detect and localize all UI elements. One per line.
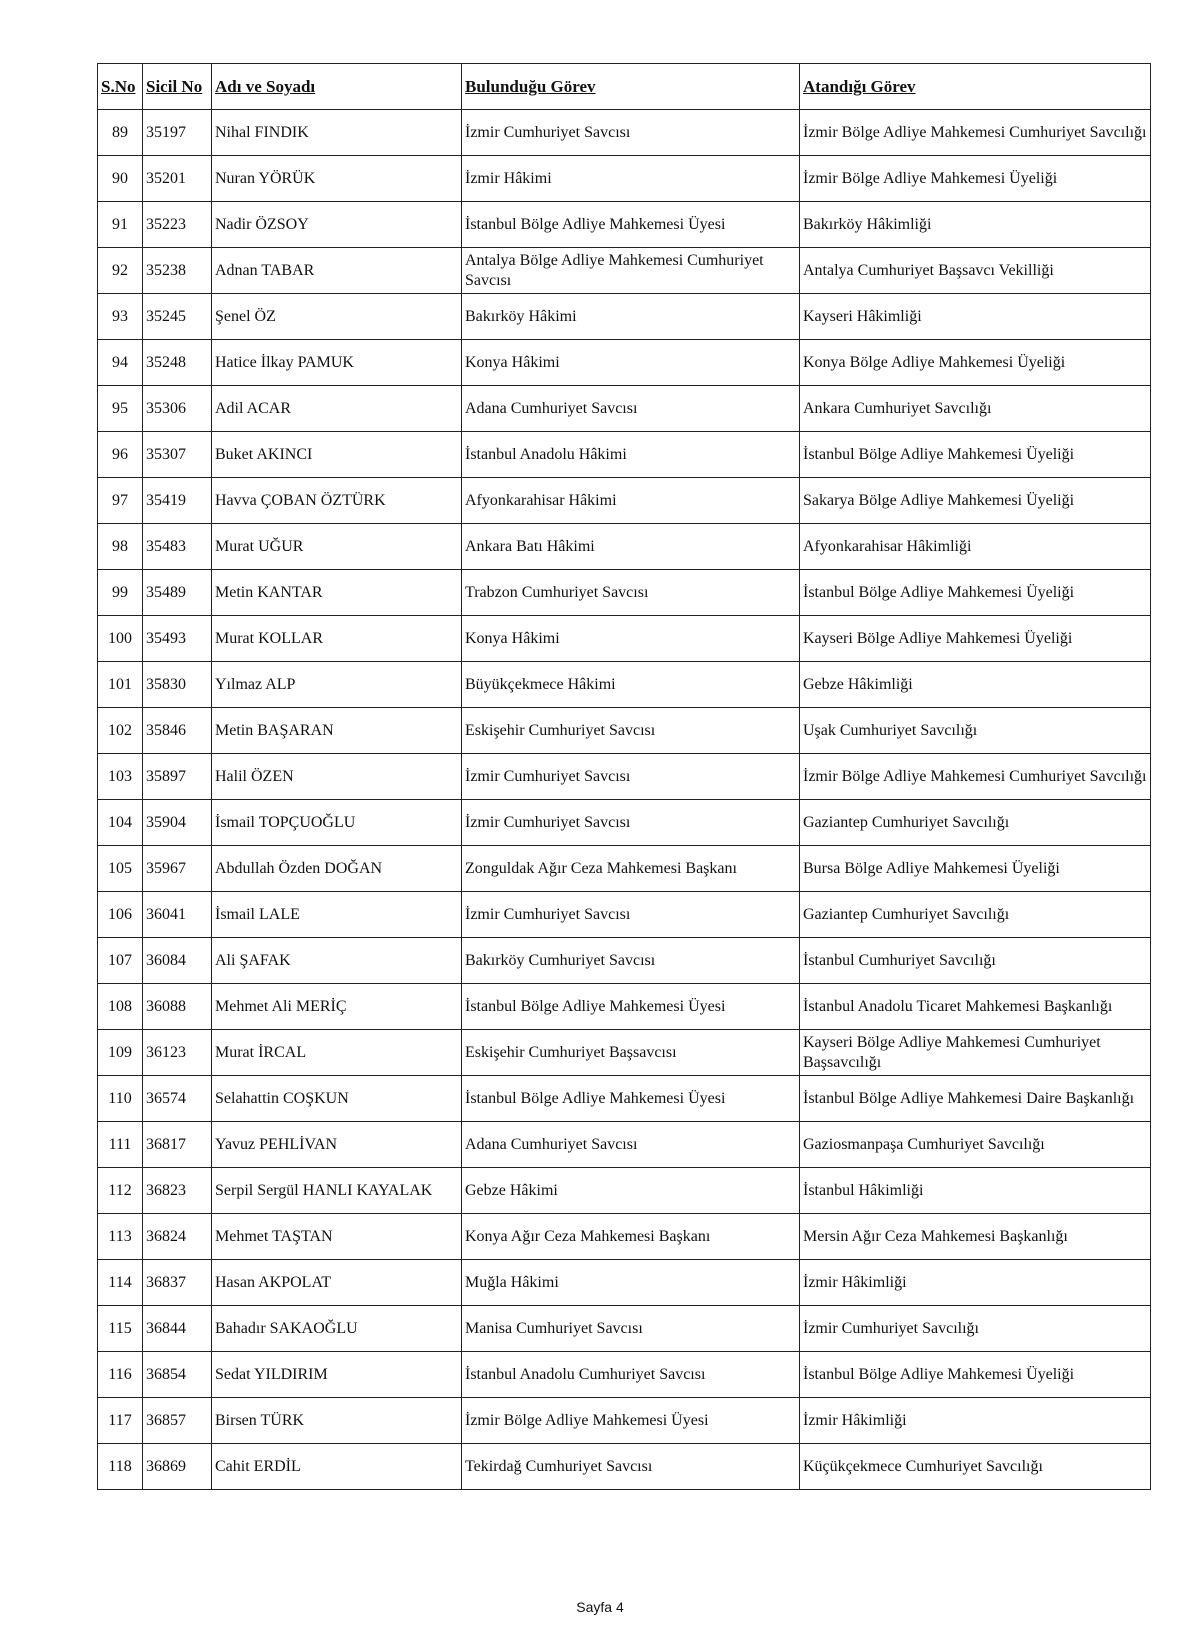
cell-assigned-post: İstanbul Bölge Adliye Mahkemesi Daire Başkanlığı — [800, 1076, 1151, 1122]
table-row — [98, 708, 1151, 754]
cell-current-post: Bakırköy Hâkimi — [462, 294, 800, 340]
cell-sicil-no: 35248 — [143, 340, 212, 386]
cell-sno: 117 — [98, 1398, 143, 1444]
cell-sicil-no: 35223 — [143, 202, 212, 248]
cell-assigned-post: İstanbul Bölge Adliye Mahkemesi Üyeliği — [800, 570, 1151, 616]
cell-sno: 95 — [98, 386, 143, 432]
table-row — [98, 248, 1151, 294]
cell-name: Mehmet Ali MERİÇ — [212, 984, 462, 1030]
cell-sno: 115 — [98, 1306, 143, 1352]
cell-sno: 111 — [98, 1122, 143, 1168]
table-row — [98, 478, 1151, 524]
cell-sicil-no: 36837 — [143, 1260, 212, 1306]
cell-assigned-post: Ankara Cumhuriyet Savcılığı — [800, 386, 1151, 432]
cell-assigned-post: Bakırköy Hâkimliği — [800, 202, 1151, 248]
cell-assigned-post: Kayseri Bölge Adliye Mahkemesi Cumhuriyet Başsavcılığı — [800, 1030, 1151, 1076]
cell-sicil-no: 35238 — [143, 248, 212, 294]
cell-name: Bahadır SAKAOĞLU — [212, 1306, 462, 1352]
cell-assigned-post: Gaziosmanpaşa Cumhuriyet Savcılığı — [800, 1122, 1151, 1168]
cell-assigned-post: İstanbul Hâkimliği — [800, 1168, 1151, 1214]
cell-current-post: İstanbul Bölge Adliye Mahkemesi Üyesi — [462, 984, 800, 1030]
cell-sno: 90 — [98, 156, 143, 202]
table-row — [98, 340, 1151, 386]
cell-sno: 92 — [98, 248, 143, 294]
cell-sno: 112 — [98, 1168, 143, 1214]
cell-name: Murat UĞUR — [212, 524, 462, 570]
table-row — [98, 1214, 1151, 1260]
cell-name: Abdullah Özden DOĞAN — [212, 846, 462, 892]
cell-sno: 96 — [98, 432, 143, 478]
table-row — [98, 432, 1151, 478]
table-row — [98, 386, 1151, 432]
cell-assigned-post: İstanbul Bölge Adliye Mahkemesi Üyeliği — [800, 1352, 1151, 1398]
cell-name: Murat KOLLAR — [212, 616, 462, 662]
cell-assigned-post: İzmir Hâkimliği — [800, 1260, 1151, 1306]
cell-current-post: Trabzon Cumhuriyet Savcısı — [462, 570, 800, 616]
cell-assigned-post: Gebze Hâkimliği — [800, 662, 1151, 708]
header-name: Adı ve Soyadı — [212, 64, 462, 110]
cell-sno: 108 — [98, 984, 143, 1030]
cell-sicil-no: 35830 — [143, 662, 212, 708]
cell-sicil-no: 35967 — [143, 846, 212, 892]
table-row — [98, 1122, 1151, 1168]
table-row — [98, 616, 1151, 662]
header-sicil-no: Sicil No — [143, 64, 212, 110]
table-row — [98, 892, 1151, 938]
cell-sicil-no: 35419 — [143, 478, 212, 524]
cell-sicil-no: 36854 — [143, 1352, 212, 1398]
cell-sicil-no: 36088 — [143, 984, 212, 1030]
cell-current-post: Manisa Cumhuriyet Savcısı — [462, 1306, 800, 1352]
cell-name: Nihal FINDIK — [212, 110, 462, 156]
cell-assigned-post: İzmir Bölge Adliye Mahkemesi Üyeliği — [800, 156, 1151, 202]
cell-current-post: İzmir Cumhuriyet Savcısı — [462, 892, 800, 938]
cell-sno: 93 — [98, 294, 143, 340]
cell-name: Metin BAŞARAN — [212, 708, 462, 754]
cell-assigned-post: Kayseri Hâkimliği — [800, 294, 1151, 340]
cell-sno: 104 — [98, 800, 143, 846]
cell-current-post: Eskişehir Cumhuriyet Başsavcısı — [462, 1030, 800, 1076]
cell-current-post: İzmir Bölge Adliye Mahkemesi Üyesi — [462, 1398, 800, 1444]
cell-sno: 101 — [98, 662, 143, 708]
cell-name: Cahit ERDİL — [212, 1444, 462, 1490]
cell-sno: 110 — [98, 1076, 143, 1122]
cell-sicil-no: 35493 — [143, 616, 212, 662]
header-assigned-post: Atandığı Görev — [800, 64, 1151, 110]
table-row — [98, 1352, 1151, 1398]
cell-sno: 98 — [98, 524, 143, 570]
cell-current-post: Ankara Batı Hâkimi — [462, 524, 800, 570]
cell-sno: 106 — [98, 892, 143, 938]
cell-name: İsmail LALE — [212, 892, 462, 938]
cell-assigned-post: Küçükçekmece Cumhuriyet Savcılığı — [800, 1444, 1151, 1490]
cell-name: Serpil Sergül HANLI KAYALAK — [212, 1168, 462, 1214]
cell-sicil-no: 36041 — [143, 892, 212, 938]
cell-sicil-no: 36844 — [143, 1306, 212, 1352]
cell-sno: 103 — [98, 754, 143, 800]
cell-name: Hasan AKPOLAT — [212, 1260, 462, 1306]
cell-sicil-no: 36123 — [143, 1030, 212, 1076]
cell-current-post: Zonguldak Ağır Ceza Mahkemesi Başkanı — [462, 846, 800, 892]
cell-name: Nadir ÖZSOY — [212, 202, 462, 248]
cell-current-post: Muğla Hâkimi — [462, 1260, 800, 1306]
cell-sicil-no: 36869 — [143, 1444, 212, 1490]
cell-name: Sedat YILDIRIM — [212, 1352, 462, 1398]
appointments-table — [97, 63, 1151, 1490]
cell-sno: 114 — [98, 1260, 143, 1306]
table-row — [98, 1030, 1151, 1076]
cell-current-post: İstanbul Anadolu Cumhuriyet Savcısı — [462, 1352, 800, 1398]
cell-sicil-no: 36084 — [143, 938, 212, 984]
table-header-row — [98, 64, 1151, 110]
cell-name: Yavuz PEHLİVAN — [212, 1122, 462, 1168]
cell-current-post: İzmir Hâkimi — [462, 156, 800, 202]
cell-sicil-no: 36574 — [143, 1076, 212, 1122]
cell-assigned-post: Konya Bölge Adliye Mahkemesi Üyeliği — [800, 340, 1151, 386]
cell-name: Ali ŞAFAK — [212, 938, 462, 984]
header-current-post: Bulunduğu Görev — [462, 64, 800, 110]
header-sno: S.No — [98, 64, 143, 110]
table-row — [98, 1444, 1151, 1490]
cell-assigned-post: İzmir Cumhuriyet Savcılığı — [800, 1306, 1151, 1352]
cell-assigned-post: İzmir Bölge Adliye Mahkemesi Cumhuriyet Savcılığı — [800, 754, 1151, 800]
cell-sicil-no: 36824 — [143, 1214, 212, 1260]
cell-sicil-no: 35846 — [143, 708, 212, 754]
cell-sicil-no: 35489 — [143, 570, 212, 616]
cell-current-post: İzmir Cumhuriyet Savcısı — [462, 754, 800, 800]
cell-assigned-post: İstanbul Bölge Adliye Mahkemesi Üyeliği — [800, 432, 1151, 478]
cell-current-post: Bakırköy Cumhuriyet Savcısı — [462, 938, 800, 984]
cell-sno: 97 — [98, 478, 143, 524]
cell-name: Buket AKINCI — [212, 432, 462, 478]
table-row — [98, 800, 1151, 846]
cell-sicil-no: 35245 — [143, 294, 212, 340]
cell-assigned-post: İstanbul Anadolu Ticaret Mahkemesi Başkanlığı — [800, 984, 1151, 1030]
table-row — [98, 1076, 1151, 1122]
cell-name: Murat İRCAL — [212, 1030, 462, 1076]
cell-name: Mehmet TAŞTAN — [212, 1214, 462, 1260]
cell-current-post: Adana Cumhuriyet Savcısı — [462, 386, 800, 432]
table-row — [98, 846, 1151, 892]
cell-name: Hatice İlkay PAMUK — [212, 340, 462, 386]
cell-current-post: Konya Ağır Ceza Mahkemesi Başkanı — [462, 1214, 800, 1260]
cell-assigned-post: Afyonkarahisar Hâkimliği — [800, 524, 1151, 570]
cell-assigned-post: Gaziantep Cumhuriyet Savcılığı — [800, 892, 1151, 938]
cell-current-post: İzmir Cumhuriyet Savcısı — [462, 800, 800, 846]
table-row — [98, 570, 1151, 616]
cell-assigned-post: Antalya Cumhuriyet Başsavcı Vekilliği — [800, 248, 1151, 294]
cell-name: Nuran YÖRÜK — [212, 156, 462, 202]
cell-current-post: Eskişehir Cumhuriyet Savcısı — [462, 708, 800, 754]
cell-name: Havva ÇOBAN ÖZTÜRK — [212, 478, 462, 524]
cell-current-post: Büyükçekmece Hâkimi — [462, 662, 800, 708]
cell-assigned-post: Sakarya Bölge Adliye Mahkemesi Üyeliği — [800, 478, 1151, 524]
cell-assigned-post: Uşak Cumhuriyet Savcılığı — [800, 708, 1151, 754]
table-row — [98, 1168, 1151, 1214]
cell-sicil-no: 35897 — [143, 754, 212, 800]
cell-sicil-no: 36817 — [143, 1122, 212, 1168]
cell-assigned-post: Gaziantep Cumhuriyet Savcılığı — [800, 800, 1151, 846]
cell-name: Birsen TÜRK — [212, 1398, 462, 1444]
cell-sno: 100 — [98, 616, 143, 662]
cell-sno: 116 — [98, 1352, 143, 1398]
table-body — [98, 110, 1151, 1490]
table-row — [98, 294, 1151, 340]
cell-current-post: Adana Cumhuriyet Savcısı — [462, 1122, 800, 1168]
cell-name: Adil ACAR — [212, 386, 462, 432]
cell-assigned-post: Mersin Ağır Ceza Mahkemesi Başkanlığı — [800, 1214, 1151, 1260]
cell-sno: 99 — [98, 570, 143, 616]
cell-name: Metin KANTAR — [212, 570, 462, 616]
table-row — [98, 1306, 1151, 1352]
cell-sicil-no: 35483 — [143, 524, 212, 570]
cell-assigned-post: İstanbul Cumhuriyet Savcılığı — [800, 938, 1151, 984]
cell-current-post: İstanbul Bölge Adliye Mahkemesi Üyesi — [462, 1076, 800, 1122]
cell-assigned-post: Bursa Bölge Adliye Mahkemesi Üyeliği — [800, 846, 1151, 892]
cell-sicil-no: 36823 — [143, 1168, 212, 1214]
cell-current-post: Konya Hâkimi — [462, 340, 800, 386]
table-row — [98, 1260, 1151, 1306]
cell-sicil-no: 35201 — [143, 156, 212, 202]
table-row — [98, 110, 1151, 156]
table-row — [98, 156, 1151, 202]
cell-sno: 102 — [98, 708, 143, 754]
cell-sno: 94 — [98, 340, 143, 386]
cell-sno: 91 — [98, 202, 143, 248]
page-number: Sayfa 4 — [576, 1599, 624, 1615]
table-row — [98, 754, 1151, 800]
cell-sicil-no: 35307 — [143, 432, 212, 478]
cell-sno: 109 — [98, 1030, 143, 1076]
cell-name: İsmail TOPÇUOĞLU — [212, 800, 462, 846]
table-row — [98, 202, 1151, 248]
cell-sicil-no: 35197 — [143, 110, 212, 156]
cell-assigned-post: İzmir Hâkimliği — [800, 1398, 1151, 1444]
cell-current-post: İstanbul Bölge Adliye Mahkemesi Üyesi — [462, 202, 800, 248]
cell-current-post: İzmir Cumhuriyet Savcısı — [462, 110, 800, 156]
cell-sno: 105 — [98, 846, 143, 892]
table-row — [98, 1398, 1151, 1444]
cell-current-post: Tekirdağ Cumhuriyet Savcısı — [462, 1444, 800, 1490]
cell-name: Şenel ÖZ — [212, 294, 462, 340]
table-row — [98, 662, 1151, 708]
table-row — [98, 984, 1151, 1030]
cell-current-post: Afyonkarahisar Hâkimi — [462, 478, 800, 524]
cell-current-post: Antalya Bölge Adliye Mahkemesi Cumhuriyet Savcısı — [462, 248, 800, 294]
cell-assigned-post: İzmir Bölge Adliye Mahkemesi Cumhuriyet Savcılığı — [800, 110, 1151, 156]
cell-name: Selahattin COŞKUN — [212, 1076, 462, 1122]
cell-sno: 89 — [98, 110, 143, 156]
table-row — [98, 938, 1151, 984]
cell-current-post: İstanbul Anadolu Hâkimi — [462, 432, 800, 478]
cell-sno: 113 — [98, 1214, 143, 1260]
cell-current-post: Konya Hâkimi — [462, 616, 800, 662]
cell-sicil-no: 35904 — [143, 800, 212, 846]
cell-assigned-post: Kayseri Bölge Adliye Mahkemesi Üyeliği — [800, 616, 1151, 662]
cell-sicil-no: 35306 — [143, 386, 212, 432]
cell-name: Yılmaz ALP — [212, 662, 462, 708]
cell-sno: 107 — [98, 938, 143, 984]
cell-sicil-no: 36857 — [143, 1398, 212, 1444]
cell-name: Adnan TABAR — [212, 248, 462, 294]
cell-current-post: Gebze Hâkimi — [462, 1168, 800, 1214]
table-row — [98, 524, 1151, 570]
cell-name: Halil ÖZEN — [212, 754, 462, 800]
cell-sno: 118 — [98, 1444, 143, 1490]
